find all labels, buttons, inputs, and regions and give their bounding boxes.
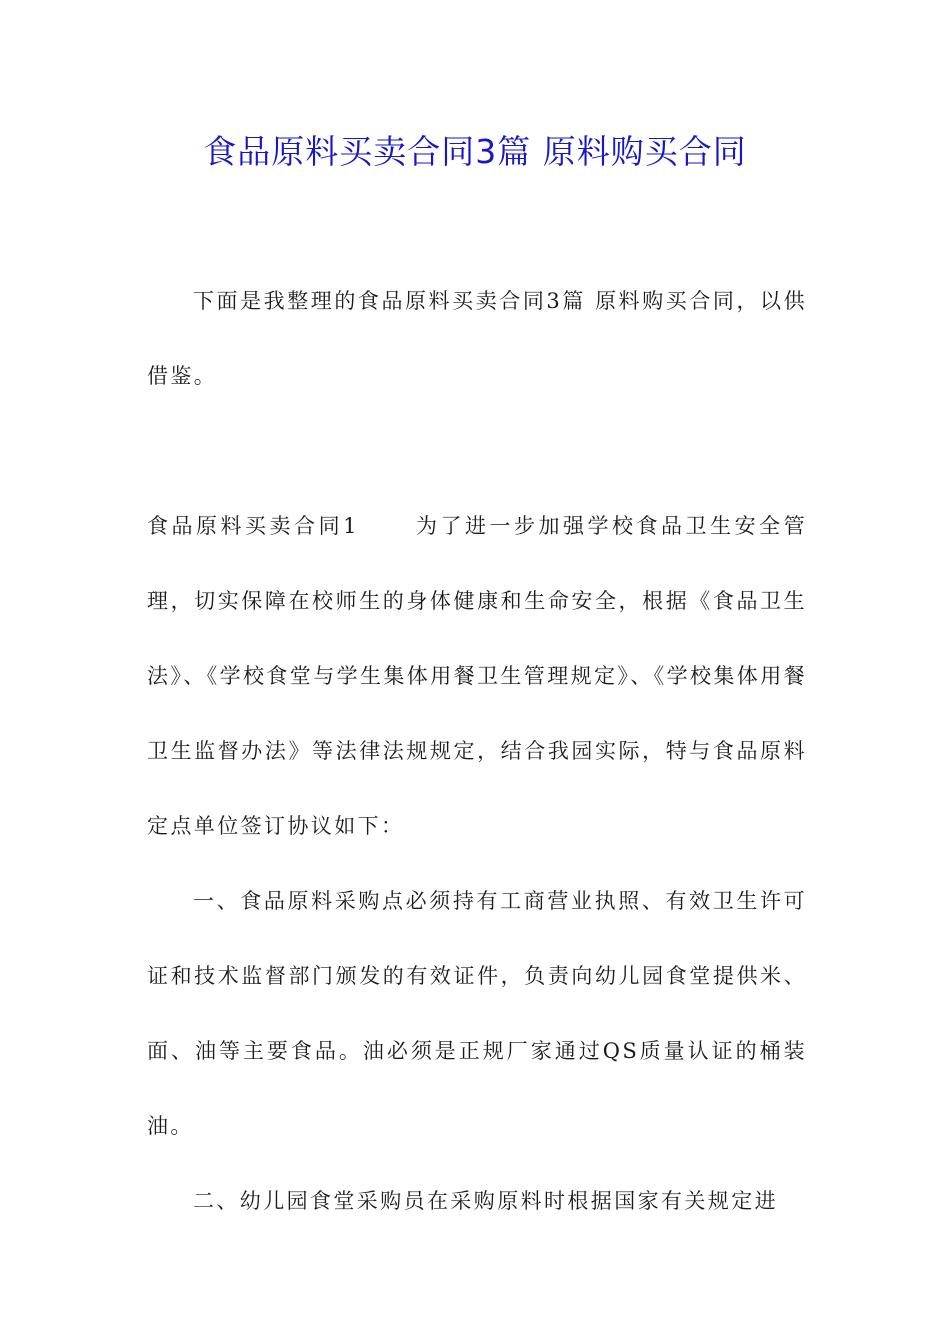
document-title: 食品原料买卖合同3篇 原料购买合同	[203, 132, 747, 171]
section1-paragraph	[147, 489, 807, 864]
section1-lead: 为了进一步加强学校食品卫生安全管理，切实保障在校师生的身体健康和生命安全，根据《食品卫生法》、《学校食堂与学生集体用餐卫生管理规定》、《学校集体用餐卫生监督办法》等法律法规规定，结合我园实际，特与食品原料定点单位签订协议如下：	[147, 514, 807, 838]
section1-heading: 食品原料买卖合同1	[147, 514, 359, 538]
clause-1: 一、食品原料采购点必须持有工商营业执照、有效卫生许可证和技术监督部门颁发的有效证件，负责向幼儿园食堂提供米、面、油等主要食品。油必须是正规厂家通过QS质量认证的桶装油。	[147, 889, 807, 1138]
clause-2: 二、幼儿园食堂采购员在采购原料时根据国家有关规定进	[193, 1189, 778, 1213]
intro-paragraph: 下面是我整理的食品原料买卖合同3篇 原料购买合同，以供借鉴。	[147, 289, 807, 388]
document-body	[147, 264, 807, 1239]
